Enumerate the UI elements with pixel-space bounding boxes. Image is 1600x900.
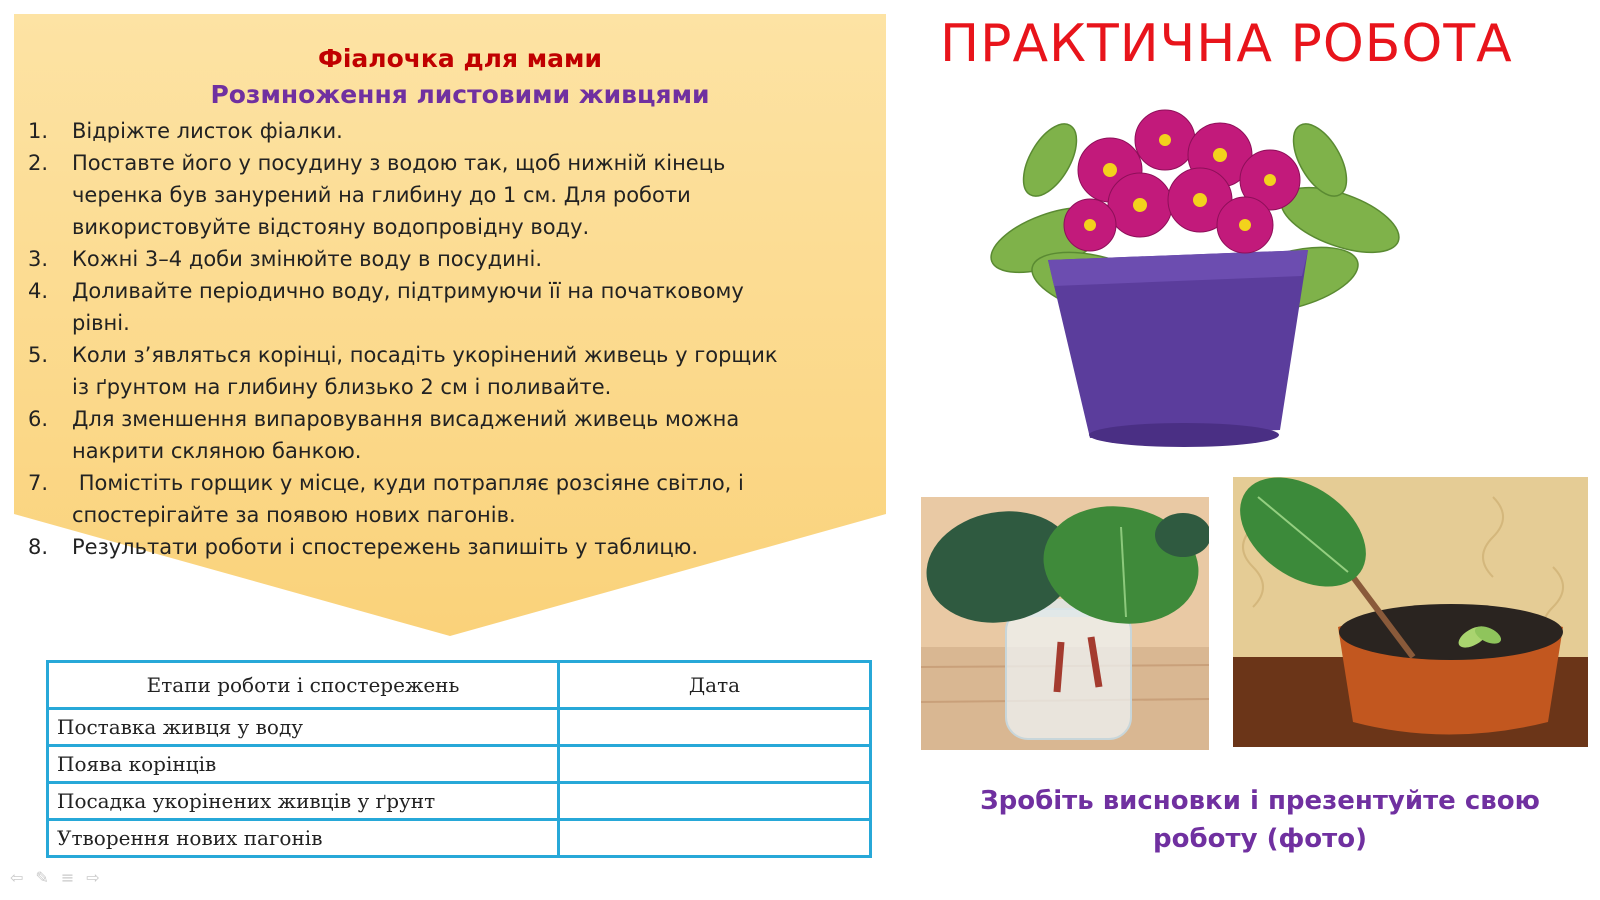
step-number: 6. — [28, 407, 49, 431]
step-number: 1. — [28, 119, 49, 143]
observation-table — [46, 660, 872, 858]
table-row — [48, 820, 871, 857]
conclusion-text: Зробіть висновки і презентуйте свою роботу (фото) — [980, 786, 1540, 854]
rooted-cutting-pot-photo — [1233, 477, 1588, 747]
table-cell-date[interactable] — [559, 746, 871, 783]
table-row — [48, 783, 871, 820]
step-text: Поставте його у посудину з водою так, щоб нижній кінець черенка був занурений на глибину до 1 см. Для роботи використовуйте відстояну водопровідну воду. — [72, 151, 726, 239]
pen-icon[interactable]: ✎ — [35, 868, 49, 887]
page-title: ПРАКТИЧНА РОБОТА — [940, 14, 1513, 74]
step-number: 3. — [28, 247, 49, 271]
menu-icon[interactable]: ≡ — [60, 868, 75, 887]
step-item — [28, 531, 888, 563]
step-item — [28, 243, 888, 275]
step-number: 7. — [28, 471, 49, 495]
callout-title: Фіалочка для мами — [318, 44, 602, 73]
step-number: 4. — [28, 279, 49, 303]
step-text: Кожні 3–4 доби змінюйте воду в посудині. — [72, 247, 543, 271]
step-number: 2. — [28, 151, 49, 175]
step-item — [28, 403, 888, 467]
step-text: Відріжте листок фіалки. — [72, 119, 343, 143]
steps-list — [28, 115, 888, 563]
step-text: Для зменшення випаровування висаджений живець можна накрити скляною банкою. — [72, 407, 740, 463]
table-cell-date[interactable] — [559, 783, 871, 820]
step-text: Доливайте періодично воду, підтримуючи її на початковому рівні. — [72, 279, 744, 335]
step-text: Результати роботи і спостережень запишіть у таблицю. — [72, 535, 698, 559]
step-item — [28, 275, 888, 339]
header-stages: Етапи роботи і спостережень — [48, 662, 559, 709]
step-item — [28, 115, 888, 147]
step-text: Помістіть горщик у місце, куди потрапляє розсіяне світло, і спостерігайте за появою нових пагонів. — [72, 471, 744, 527]
callout-subtitle: Розмноження листовими живцями — [210, 80, 710, 109]
slide-nav-controls — [10, 868, 100, 887]
step-number: 8. — [28, 535, 49, 559]
table-cell-stage: Посадка укорінених живців у ґрунт — [48, 783, 559, 820]
arrow-right-icon[interactable]: ⇨ — [86, 868, 100, 887]
step-item — [28, 147, 888, 243]
primula-photo — [990, 100, 1400, 460]
table-cell-stage: Поставка живця у воду — [48, 709, 559, 746]
header-date: Дата — [559, 662, 871, 709]
table-row — [48, 746, 871, 783]
step-item — [28, 467, 888, 531]
table-cell-date[interactable] — [559, 709, 871, 746]
table-row — [48, 709, 871, 746]
step-number: 5. — [28, 343, 49, 367]
step-item — [28, 339, 888, 403]
table-cell-date[interactable] — [559, 820, 871, 857]
table-cell-stage: Утворення нових пагонів — [48, 820, 559, 857]
table-header-row — [48, 662, 871, 709]
cutting-in-water-photo — [921, 497, 1209, 750]
arrow-left-icon[interactable]: ⇦ — [10, 868, 24, 887]
table-cell-stage: Поява корінців — [48, 746, 559, 783]
step-text: Коли з’являться корінці, посадіть укорінений живець у горщик із ґрунтом на глибину близько 2 см і поливайте. — [72, 343, 778, 399]
instructions-callout — [14, 14, 906, 654]
